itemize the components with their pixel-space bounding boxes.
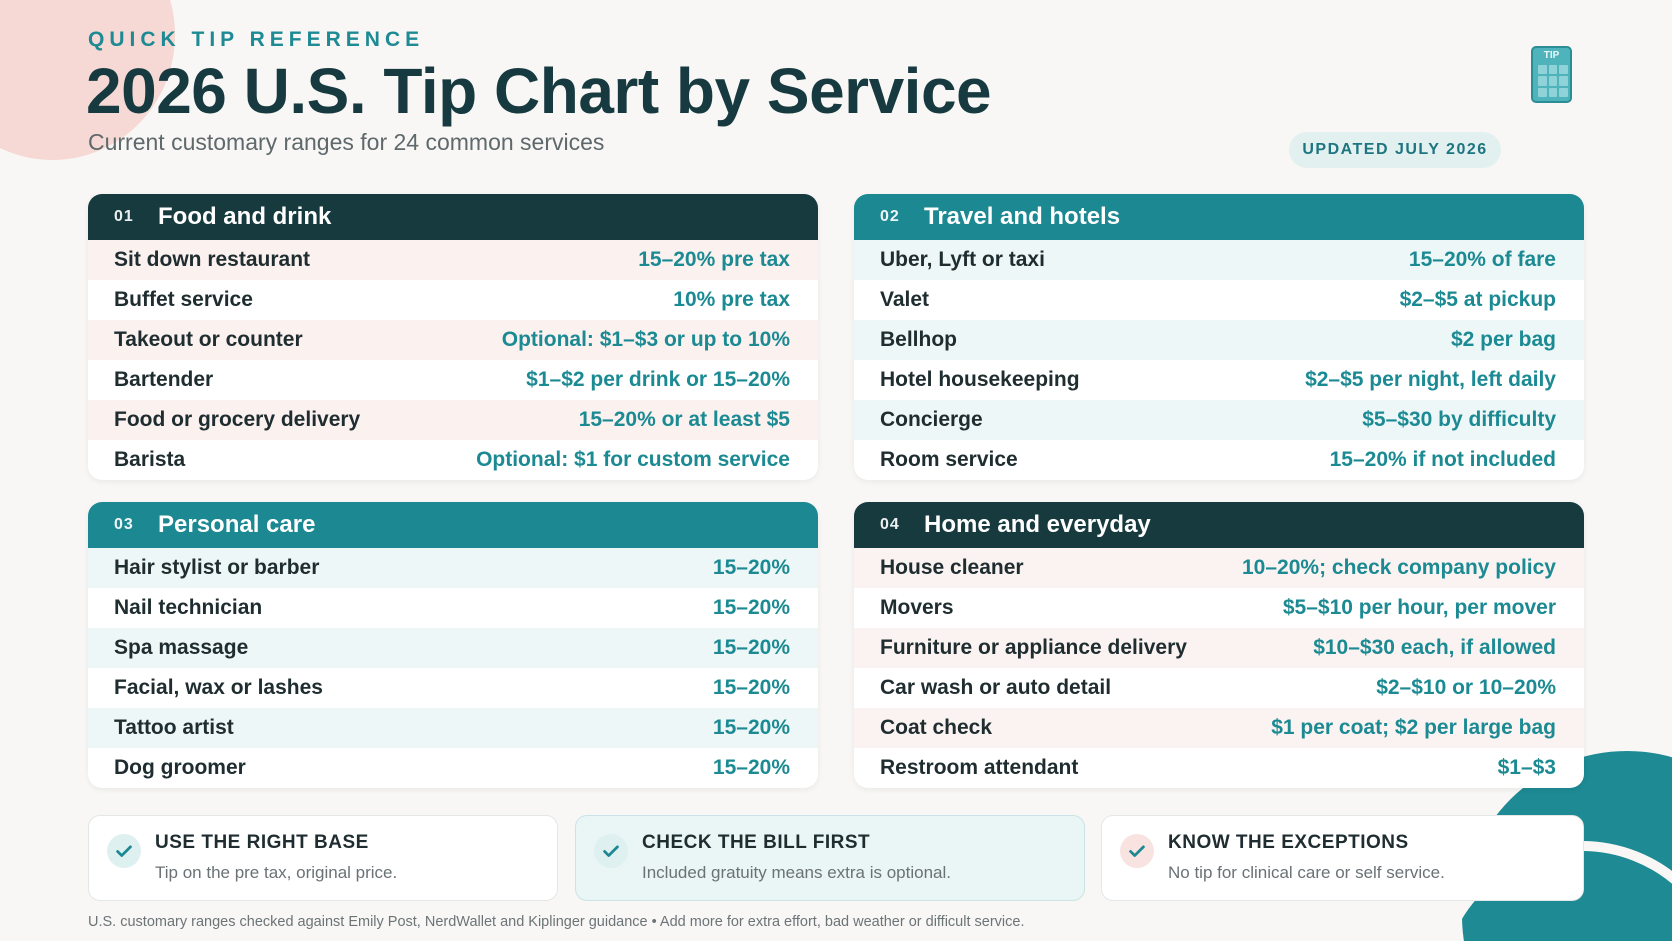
service-name: Uber, Lyft or taxi: [880, 248, 1045, 271]
service-name: Car wash or auto detail: [880, 676, 1112, 699]
tip-range: $2–$5 per night, left daily: [1305, 368, 1556, 391]
table-row: [88, 320, 818, 360]
calculator-keys: [1538, 65, 1568, 97]
tip-range: 10% pre tax: [673, 288, 790, 311]
service-name: Concierge: [880, 408, 983, 431]
service-name: Nail technician: [114, 596, 263, 619]
tip-range: $5–$10 per hour, per mover: [1282, 596, 1556, 619]
service-name: Dog groomer: [114, 756, 246, 779]
table-row: [854, 440, 1584, 480]
service-name: Sit down restaurant: [114, 248, 311, 271]
table-row: [88, 708, 818, 748]
tip-range: $1–$2 per drink or 15–20%: [526, 368, 790, 391]
calculator-icon: [1531, 46, 1572, 103]
service-name: Movers: [880, 596, 954, 619]
service-name: Buffet service: [114, 288, 253, 311]
tip-card-check-bill: [575, 815, 1085, 901]
card-rows: [854, 240, 1584, 480]
service-name: Furniture or appliance delivery: [880, 636, 1187, 659]
service-name: Bellhop: [880, 328, 957, 351]
service-name: Hair stylist or barber: [114, 556, 320, 579]
tip-body: No tip for clinical care or self service.: [1168, 863, 1445, 882]
table-row: [854, 668, 1584, 708]
tip-range: 15–20%: [712, 636, 790, 659]
table-row: [854, 628, 1584, 668]
table-row: [88, 360, 818, 400]
tip-range: 15–20%: [712, 716, 790, 739]
card-title: Travel and hotels: [924, 203, 1121, 230]
tip-range: $2–$5 at pickup: [1399, 288, 1556, 311]
card-rows: [88, 548, 818, 788]
table-row: [88, 240, 818, 280]
table-row: [88, 668, 818, 708]
tip-card-exceptions: [1101, 815, 1584, 901]
tip-range: $10–$30 each, if allowed: [1313, 636, 1556, 659]
tip-card-right-base: [88, 815, 558, 901]
tip-range: 10–20%; check company policy: [1242, 556, 1556, 579]
service-name: Restroom attendant: [880, 756, 1079, 779]
tip-heading: CHECK THE BILL FIRST: [642, 832, 871, 853]
tip-range: Optional: $1–$3 or up to 10%: [501, 328, 790, 351]
table-row: [854, 548, 1584, 588]
table-row: [854, 708, 1584, 748]
tip-range: 15–20% pre tax: [638, 248, 790, 271]
service-name: Takeout or counter: [114, 328, 303, 351]
updated-badge: UPDATED JULY 2026: [1289, 132, 1501, 168]
tip-range: $2 per bag: [1450, 328, 1556, 351]
card-title: Food and drink: [158, 203, 332, 230]
table-row: [854, 320, 1584, 360]
page-subtitle: Current customary ranges for 24 common services: [88, 129, 605, 155]
tip-body: Tip on the pre tax, original price.: [155, 863, 398, 882]
check-icon: [107, 834, 141, 868]
tip-range: 15–20% or at least $5: [578, 408, 790, 431]
tip-range: 15–20% if not included: [1329, 448, 1556, 471]
tip-range: Optional: $1 for custom service: [476, 448, 790, 471]
page-title: 2026 U.S. Tip Chart by Service: [86, 55, 992, 127]
tip-range: $1 per coat; $2 per large bag: [1271, 716, 1556, 739]
tip-range: $1–$3: [1497, 756, 1556, 779]
card-rows: [854, 548, 1584, 788]
card-title: Personal care: [158, 511, 316, 538]
card-header: [88, 194, 818, 240]
card-home-and-everyday: [854, 502, 1584, 788]
service-name: Coat check: [880, 716, 993, 739]
service-name: House cleaner: [880, 556, 1024, 579]
card-number: 03: [114, 516, 134, 533]
tip-range: 15–20%: [712, 596, 790, 619]
card-header: [88, 502, 818, 548]
tip-range: 15–20%: [712, 756, 790, 779]
table-row: [88, 280, 818, 320]
table-row: [88, 400, 818, 440]
card-header: [854, 502, 1584, 548]
calculator-label: TIP: [1543, 50, 1560, 61]
check-icon: [594, 834, 628, 868]
card-number: 02: [880, 208, 900, 225]
card-title: Home and everyday: [924, 511, 1151, 538]
table-row: [88, 548, 818, 588]
service-name: Valet: [880, 288, 930, 311]
table-row: [854, 588, 1584, 628]
service-name: Facial, wax or lashes: [114, 676, 323, 699]
table-row: [88, 748, 818, 788]
card-header: [854, 194, 1584, 240]
table-row: [88, 628, 818, 668]
card-personal-care: [88, 502, 818, 788]
service-name: Food or grocery delivery: [114, 408, 361, 431]
tip-range: 15–20% of fare: [1408, 248, 1556, 271]
footnote: U.S. customary ranges checked against Emily Post, NerdWallet and Kiplinger guidance • Add more for extra effort, bad weather or difficult service.: [88, 914, 1025, 930]
tip-heading: KNOW THE EXCEPTIONS: [1168, 832, 1409, 853]
table-row: [854, 400, 1584, 440]
service-name: Spa massage: [114, 636, 249, 659]
service-name: Bartender: [114, 368, 214, 391]
table-row: [854, 360, 1584, 400]
tip-range: 15–20%: [712, 676, 790, 699]
eyebrow-label: QUICK TIP REFERENCE: [88, 28, 425, 51]
service-name: Room service: [880, 448, 1018, 471]
tip-body: Included gratuity means extra is optional.: [642, 863, 952, 882]
card-food-and-drink: [88, 194, 818, 480]
card-number: 04: [880, 516, 900, 533]
check-icon: [1120, 834, 1154, 868]
tip-heading: USE THE RIGHT BASE: [155, 832, 369, 853]
table-row: [854, 748, 1584, 788]
card-travel-and-hotels: [854, 194, 1584, 480]
table-row: [88, 588, 818, 628]
table-row: [88, 440, 818, 480]
card-rows: [88, 240, 818, 480]
tip-range: 15–20%: [712, 556, 790, 579]
tip-range: $5–$30 by difficulty: [1362, 408, 1556, 431]
service-name: Tattoo artist: [114, 716, 234, 739]
service-name: Hotel housekeeping: [880, 368, 1080, 391]
table-row: [854, 240, 1584, 280]
card-number: 01: [114, 208, 134, 225]
service-name: Barista: [114, 448, 186, 471]
tip-range: $2–$10 or 10–20%: [1376, 676, 1556, 699]
table-row: [854, 280, 1584, 320]
